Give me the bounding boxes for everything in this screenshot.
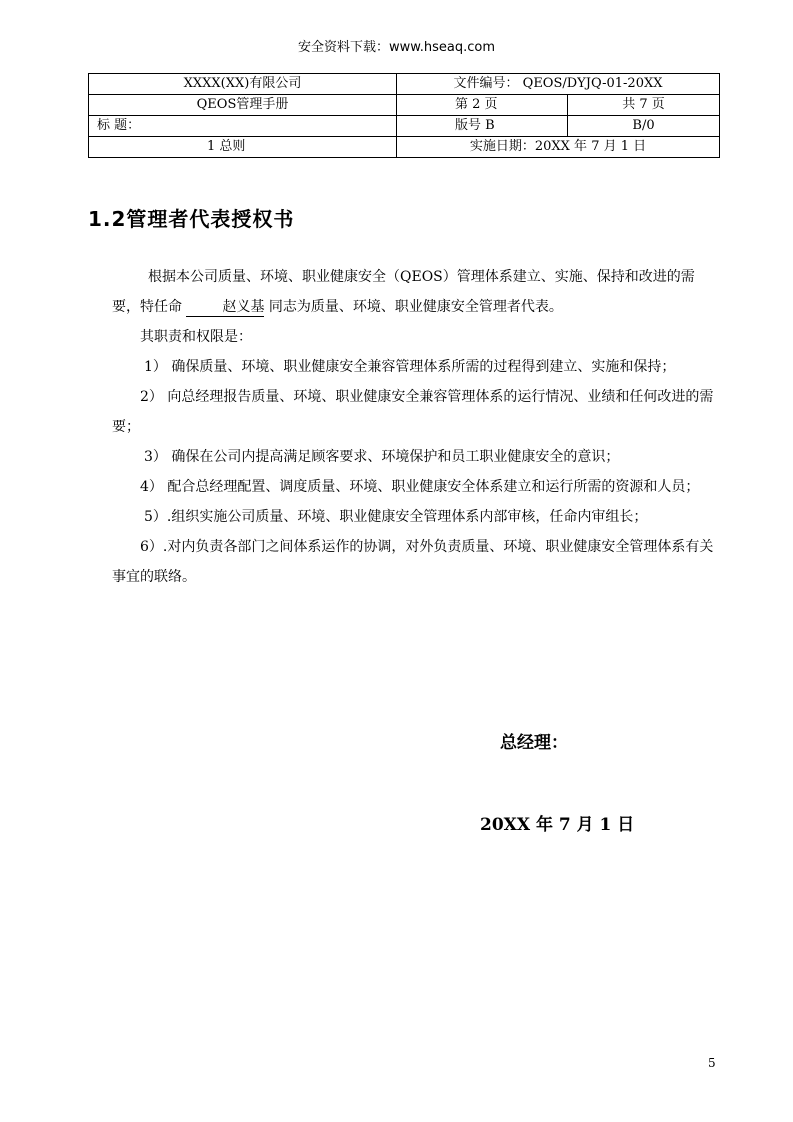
company-name: XXXX(XX)有限公司 [89, 74, 397, 95]
version-value: B/0 [568, 116, 720, 137]
duty-item-1: 1） 确保质量、环境、职业健康安全兼容管理体系所需的过程得到建立、实施和保持； [144, 359, 676, 375]
duty-item-6: 6）.对内负责各部门之间体系运作的协调，对外负责质量、环境、职业健康安全管理体系有关事宜的联络。 [112, 539, 714, 585]
signature-label: 总经理： [500, 733, 568, 753]
appointee-name: 赵义基 [186, 298, 264, 317]
doc-number: 文件编号： QEOS/DYJQ-01-20XX [397, 74, 720, 95]
version-label: 版号 B [397, 116, 568, 137]
title-value: 1 总则 [89, 137, 397, 158]
page-number: 5 [708, 1056, 716, 1070]
sign-date: 20XX 年 7 月 1 日 [480, 815, 635, 835]
intro-paragraph [112, 262, 722, 322]
manual-name: QEOS管理手册 [89, 95, 397, 116]
duty-item-5: 5）.组织实施公司质量、环境、职业健康安全管理体系内部审核，任命内审组长； [144, 509, 648, 525]
section-heading: 1.2管理者代表授权书 [88, 207, 295, 231]
title-label: 标 题： [89, 116, 397, 137]
authorization-body [112, 262, 722, 592]
intro-text-a: 根据本公司质量、环境、职业健康安全（QEOS）管理体系建立、实施、保持和改进的需要，特任命 [112, 269, 695, 315]
intro-text-b: 同志为质量、环境、职业健康安全管理者代表。 [264, 299, 563, 315]
duty-item-3: 3） 确保在公司内提高满足顾客要求、环境保护和员工职业健康安全的意识； [144, 449, 620, 465]
document-header-table [88, 73, 720, 158]
total-pages: 共 7 页 [568, 95, 720, 116]
site-header: 安全资料下载：www.hseaq.com [298, 40, 495, 55]
page-label: 第 2 页 [397, 95, 568, 116]
effective-date: 实施日期：20XX 年 7 月 1 日 [397, 137, 720, 158]
duty-item-4: 4） 配合总经理配置、调度质量、环境、职业健康安全体系建立和运行所需的资源和人员； [140, 479, 700, 495]
duties-intro: 其职责和权限是： [140, 329, 252, 345]
duty-item-2: 2） 向总经理报告质量、环境、职业健康安全兼容管理体系的运行情况、业绩和任何改进的需要； [112, 389, 714, 435]
